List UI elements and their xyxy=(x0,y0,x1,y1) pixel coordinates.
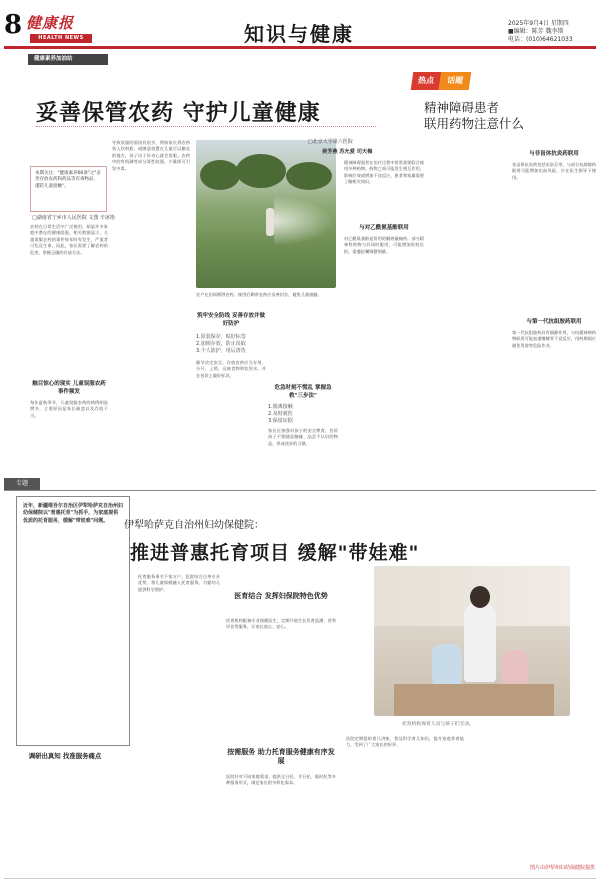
lead-column-4: 家长应加强对孩子的安全教育，告诉孩子不要随意触碰、品尝不认识的物品，养成良好的习惯。 xyxy=(268,428,338,446)
badge-left: 热点 xyxy=(411,72,442,90)
lead-column-1b: 每年夏秋季节，儿童误服农药的病例明显增多，主要原因是家长疏忽以及存放不当。 xyxy=(30,400,108,418)
photo-credit: 图片由伊犁州妇幼保健院提供 xyxy=(530,865,596,871)
side-column-1: 精神障碍患者在治疗过程中常常需要联合使用多种药物。药物之间可能发生相互作用，影响疗效或增加不良反应，患者和家属需要了解相关知识。 xyxy=(344,160,424,185)
sub-strip-label: 健康素养加油站 xyxy=(28,54,108,65)
masthead-en-label: HEALTH NEWS xyxy=(30,34,92,43)
firstaid-step-2: 2.及时就医 xyxy=(268,411,293,417)
section-title: 知识与健康 xyxy=(244,22,354,46)
special-rule xyxy=(4,490,596,491)
special-column-5-filler xyxy=(470,736,594,858)
side-column-2-filler xyxy=(430,140,510,474)
side-source: □北京大学第六医院 xyxy=(308,139,353,145)
childcare-photo xyxy=(374,566,570,716)
special-column-2: 托育机构配备专业保健医生，定期开展生长发育监测、营养评估等服务，让家长放心、安心。 xyxy=(226,618,336,630)
badge-right: 话题 xyxy=(439,72,472,90)
store-step-1: 1.原装保存，贴好标签 xyxy=(196,334,246,340)
header-rule xyxy=(4,46,596,49)
focus-note-box: 本期关注："健康素养66条"之"妥善存放农药和药品等有毒物品，谨防儿童接触"。 xyxy=(30,166,107,212)
special-headline: 推进普惠托育项目 缓解"带娃难" xyxy=(130,542,420,564)
photo2-caption: 托育机构保育人员与孩子们互动。 xyxy=(402,722,474,727)
lead-author: □湖南省宁乡市人民医院 文图 辛冰艳 xyxy=(32,215,115,221)
photo1-caption: 农户在田间喷洒农药。使用后剩余农药应妥善封存，避免儿童接触。 xyxy=(196,292,322,297)
special-subhead-medical: 医育结合 发挥妇保院特色优势 xyxy=(234,592,328,600)
special-section-tab: 专题 xyxy=(4,478,40,490)
headline-divider xyxy=(36,126,376,127)
issue-date: 2025年9月4日 星期四 xyxy=(508,20,569,27)
lead-subhead-store: 筑牢安全防线 妥善存放并做好防护 xyxy=(197,313,265,327)
special-column-3: 医院针对不同家庭需求，提供全日托、半日托、临时托等多种服务形式，满足家长的多样化需求。 xyxy=(226,774,336,786)
firstaid-step-1: 1.脱离接触 xyxy=(268,404,293,410)
firstaid-step-3: 3.保留证据 xyxy=(268,418,293,424)
side-headline-line2: 联用药物注意什么 xyxy=(424,116,525,131)
special-intro-box: 近年，新疆维吾尔自治区伊犁哈萨克自治州妇幼保健院以"普惠托育"为抓手，为家庭提供优质的托育服务，缓解"带娃难"问题。 xyxy=(16,496,130,746)
special-kicker: 伊犁哈萨克自治州妇幼保健院： xyxy=(124,520,264,531)
lead-subhead-firstaid: 危急时刻不慌乱 掌握急救"三步法" xyxy=(274,385,332,399)
side-subhead-acetaminophen: 与对乙酰氨基酚联用 xyxy=(359,225,409,231)
side-column-3b: 第一代抗组胺药具有镇静作用，与抗精神病药物联用可能加重嗜睡等不良反应，用药期间应避免驾驶等危险作业。 xyxy=(512,330,596,348)
special-column-4: 医院定期组织育儿讲座，普及科学育儿知识，提升家庭养育能力，受到了广大家长的好评。 xyxy=(346,736,464,748)
store-steps xyxy=(196,334,266,355)
issue-info xyxy=(508,20,573,44)
lead-column-3: 细节决定安全。存放农药应当专用、分开、上锁，远离食物和饮用水，并在包装上做好标识。 xyxy=(196,360,266,378)
page-number: 8 xyxy=(4,10,23,40)
side-column-1b: 对乙酰氨基酚是常用的解热镇痛药。部分精神科药物与其同时服用，可能增加肝脏负担，需遵医嘱调整剂量。 xyxy=(344,236,424,254)
side-authors: 侯芳燕 苏允爱 司天梅 xyxy=(322,149,373,155)
masthead-logo: 健康报 xyxy=(26,14,75,32)
phone-line: 电话：(010)64621033 xyxy=(508,36,573,43)
side-subhead-antihistamine: 与第一代抗组胺药联用 xyxy=(526,319,582,325)
firstaid-steps xyxy=(268,404,338,425)
special-column-0 xyxy=(22,774,132,874)
store-step-2: 2.加锁存放，防止误取 xyxy=(196,341,246,347)
lead-subhead-reality: 触目惊心的现实 儿童误服农药事件频发 xyxy=(32,381,106,395)
bottom-rule xyxy=(4,878,596,879)
side-column-3: 非甾体抗炎药包括布洛芬等，与部分抗抑郁药联用可能增加出血风险，应在医生指导下使用。 xyxy=(512,162,596,180)
store-step-3: 3.个人防护，用后清洗 xyxy=(196,348,246,354)
special-subhead-research: 调研出真知 找准服务痛点 xyxy=(28,752,102,760)
pesticide-spraying-photo xyxy=(196,140,336,288)
side-subhead-nsaid: 与非甾体抗炎药联用 xyxy=(529,151,579,157)
lead-column-2: 导致误服的原因有很多，例如家长将农药装入饮料瓶，或随意放置在儿童可以触及的地方，孩子出于好奇心就会误服。农药中的有机磷等成分毒性较强，少量即可引发中毒。 xyxy=(112,140,190,171)
special-column-1: 托育服务事关千家万户。医院结合自身专业优势，将儿童保健融入托育服务，为婴幼儿提供科学照护。 xyxy=(138,574,220,592)
side-headline xyxy=(424,100,584,132)
lead-headline: 妥善保管农药 守护儿童健康 xyxy=(36,100,321,126)
special-subhead-demand: 按需服务 助力托育服务健康有序发展 xyxy=(227,748,335,765)
side-headline-line1: 精神障碍患者 xyxy=(424,100,500,115)
editor-line: ■编辑：陈芳 魏李斯 xyxy=(508,28,564,35)
lead-column-1: 农药在日常生活中广泛使用，却是许多家庭中潜在的健康隐患。相关数据显示，儿童误服农药的事件每年时有发生，严重者可危及生命。因此，家长需要了解农药的危害，掌握正确的存放方法。 xyxy=(30,224,108,255)
hot-topic-badge xyxy=(412,68,472,94)
